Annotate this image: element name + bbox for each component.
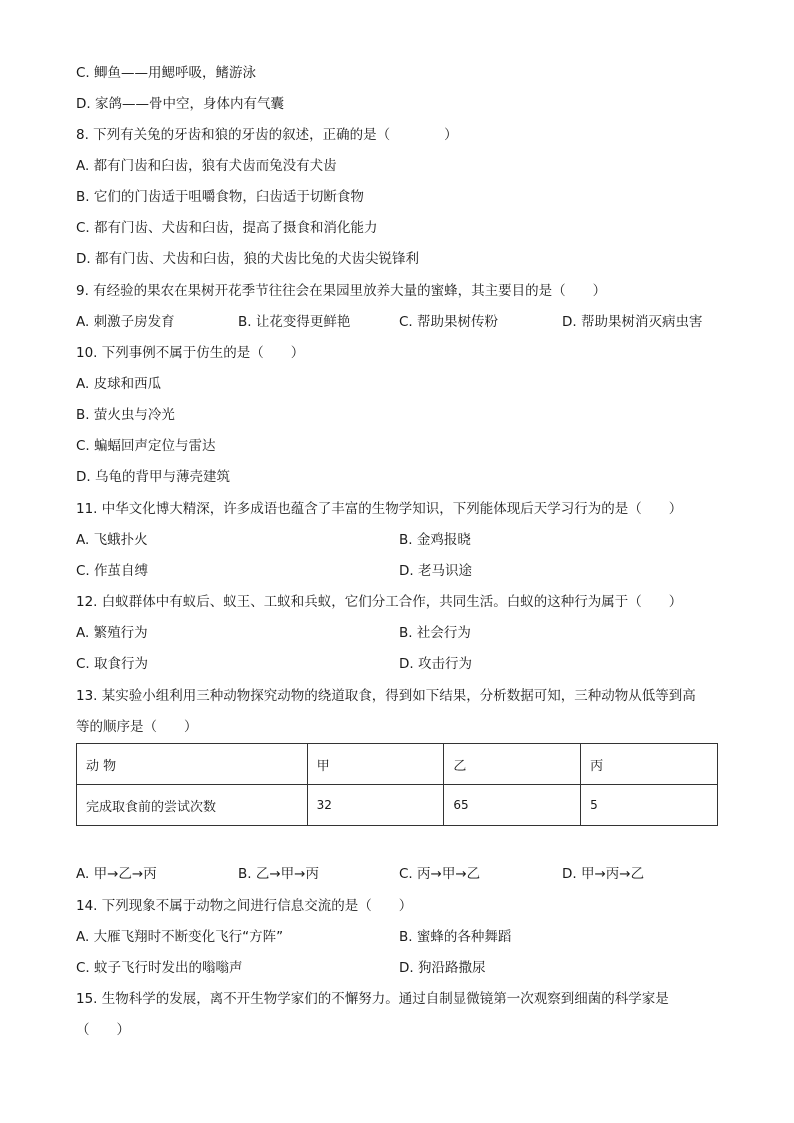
q12-option-c: C. 取食行为	[76, 656, 149, 672]
question-8: 8. 下列有关兔的牙齿和狼的牙齿的叙述，正确的是（ ）	[76, 127, 458, 143]
q14-option-a: A. 大雁飞翔时不断变化飞行“方阵”	[76, 929, 284, 945]
question-14: 14. 下列现象不属于动物之间进行信息交流的是（ ）	[76, 898, 413, 914]
q14-option-b: B. 蜜蜂的各种舞蹈	[399, 929, 512, 945]
table-cell: 5	[581, 785, 718, 826]
q8-option-d: D. 都有门齿、犬齿和臼齿，狼的犬齿比兔的犬齿尖锐锋利	[76, 251, 419, 267]
q14-option-d: D. 狗沿路撒尿	[399, 960, 486, 976]
q13-data-table	[76, 743, 718, 826]
q13-option-c: C. 丙→甲→乙	[399, 866, 481, 882]
q13-option-d: D. 甲→丙→乙	[562, 866, 645, 882]
table-cell: 完成取食前的尝试次数	[77, 785, 308, 826]
table-header-cell: 甲	[307, 744, 444, 785]
q8-option-a: A. 都有门齿和臼齿，狼有犬齿而兔没有犬齿	[76, 158, 337, 174]
question-13-line1: 13. 某实验小组利用三种动物探究动物的绕道取食，得到如下结果，分析数据可知，三种动物从低等到高	[76, 688, 696, 704]
table-header-cell: 乙	[444, 744, 581, 785]
q9-option-d: D. 帮助果树消灭病虫害	[562, 314, 703, 330]
q11-option-c: C. 作茧自缚	[76, 563, 149, 579]
q10-option-d: D. 乌龟的背甲与薄壳建筑	[76, 469, 230, 485]
q9-option-b: B. 让花变得更鲜艳	[238, 314, 351, 330]
q11-option-a: A. 飞蛾扑火	[76, 532, 148, 548]
q12-option-b: B. 社会行为	[399, 625, 471, 641]
q7-option-c: C. 鲫鱼——用鳃呼吸，鳍游泳	[76, 65, 257, 81]
q11-option-b: B. 金鸡报晓	[399, 532, 471, 548]
table-row	[77, 785, 718, 826]
question-10: 10. 下列事例不属于仿生的是（ ）	[76, 345, 305, 361]
table-cell: 32	[307, 785, 444, 826]
q10-option-b: B. 萤火虫与冷光	[76, 407, 175, 423]
question-13-line2: 等的顺序是（ ）	[76, 719, 198, 735]
q13-option-b: B. 乙→甲→丙	[238, 866, 319, 882]
question-12: 12. 白蚁群体中有蚁后、蚁王、工蚁和兵蚁，它们分工合作，共同生活。白蚁的这种行为属于（ ）	[76, 594, 683, 610]
q12-option-a: A. 繁殖行为	[76, 625, 148, 641]
q13-option-a: A. 甲→乙→丙	[76, 866, 157, 882]
question-11: 11. 中华文化博大精深，许多成语也蕴含了丰富的生物学知识，下列能体现后天学习行为的是（ ）	[76, 501, 683, 517]
q8-option-b: B. 它们的门齿适于咀嚼食物，臼齿适于切断食物	[76, 189, 364, 205]
q9-option-a: A. 刺激子房发育	[76, 314, 175, 330]
q9-option-c: C. 帮助果树传粉	[399, 314, 499, 330]
question-9: 9. 有经验的果农在果树开花季节往往会在果园里放养大量的蜜蜂，其主要目的是（ ）	[76, 283, 607, 299]
q12-option-d: D. 攻击行为	[399, 656, 472, 672]
table-header-row	[77, 744, 718, 785]
q14-option-c: C. 蚊子飞行时发出的嗡嗡声	[76, 960, 243, 976]
q10-option-c: C. 蝙蝠回声定位与雷达	[76, 438, 216, 454]
q10-option-a: A. 皮球和西瓜	[76, 376, 162, 392]
question-15-line2: （ ）	[76, 1022, 130, 1038]
question-15-line1: 15. 生物科学的发展，离不开生物学家们的不懈努力。通过自制显微镜第一次观察到细菌的科学家是	[76, 991, 669, 1007]
table-header-cell: 丙	[581, 744, 718, 785]
table-cell: 65	[444, 785, 581, 826]
q11-option-d: D. 老马识途	[399, 563, 472, 579]
q8-option-c: C. 都有门齿、犬齿和臼齿，提高了摄食和消化能力	[76, 220, 378, 236]
q7-option-d: D. 家鸽——骨中空，身体内有气囊	[76, 96, 284, 112]
table-header-cell: 动 物	[77, 744, 308, 785]
